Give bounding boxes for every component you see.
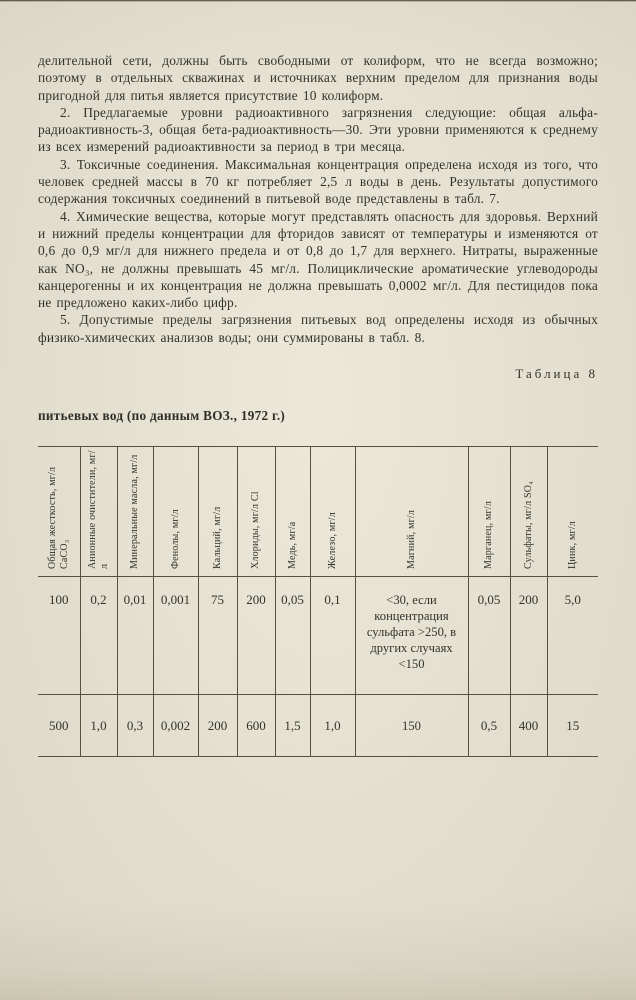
paragraph-4: 4. Химические вещества, которые могут представлять опасность для здоровья. Верхний и нижний пределы концентрации для фторидов зависят от температуры и изменяются от 0,6 до 0,9 мг/л для нижнего предела и от 0,8 до 1,7 для верхнего. Нитраты, выраженные как NO₃, не должны превышать 45 мг/л. Полициклические ароматические углеводороды канцерогенны и их концентрация не должна превышать 0,0002 мг/л. Для пестицидов пока не предложено каких-либо цифр. [38,208,598,311]
table-cell: 0,001 [153,577,198,695]
column-header-5 [198,447,237,577]
paragraph-1: делительной сети, должны быть свободными от колиформ, что не всегда возможно; поэтому в отдельных скважинах и источниках верхним пределом для признания воды пригодной для питья является присутствие 10 колиформ. [38,53,598,103]
table-cell: 200 [198,695,237,757]
table-cell: 200 [510,577,547,695]
table-cell: 200 [237,577,275,695]
table-label: Таблица 8 [515,366,598,382]
column-header-text: Анионные очистители, мг/л [86,450,110,570]
column-header-6 [237,447,275,577]
table-cell: 0,002 [153,695,198,757]
paragraph-block [38,52,598,346]
column-header-text: Фенолы, мг/л [169,509,181,570]
column-header-10 [468,447,510,577]
column-header-text: Хлориды, мг/л Cl [250,491,261,570]
table-cell: 1,5 [275,695,310,757]
table-cell: 400 [510,695,547,757]
table-cell: 600 [237,695,275,757]
table-cell: 0,2 [80,577,117,695]
column-header-text: Минеральные масла, мг/л [129,454,140,570]
table-cell: 150 [355,695,468,757]
table-cell: 0,3 [117,695,153,757]
table-caption: питьевых вод (по данным ВОЗ., 1972 г.) [38,408,286,424]
column-header-8 [310,447,355,577]
column-header-text: Общая жесткость, мг/л CaCO₃ [46,466,70,570]
column-header-text: Медь, мг/а [286,521,298,570]
table-cell: 1,0 [80,695,117,757]
table-cell: 0,05 [468,577,510,695]
page-bottom-edge [0,972,636,1000]
column-header-12 [547,447,598,577]
table-cell: 100 [38,577,80,695]
column-header-text: Магний, мг/л [405,509,417,570]
paragraph-2: 2. Предлагаемые уровни радиоактивного загрязнения следующие: общая альфа-радиоактивность-3, общая бета-радиоактивность—30. Эти уровни применяются к среднему из всех измерений радиоактивности за период в три месяца. [38,104,598,155]
table-row-2 [38,695,598,757]
table-cell: 75 [198,577,237,695]
table-cell: 0,05 [275,577,310,695]
column-header-text: Цинк, мг/л [566,521,578,570]
column-header-11 [510,447,547,577]
column-header-text: Железо, мг/л [326,512,338,570]
table-cell: 1,0 [310,695,355,757]
table-cell: 0,1 [310,577,355,695]
page-content [38,52,598,757]
column-header-1 [38,447,80,577]
table-cell: 0,5 [468,695,510,757]
table-cell: 5,0 [547,577,598,695]
column-header-text: Кальций, мг/л [211,506,223,570]
table-row-1 [38,577,598,695]
column-header-text: Сульфаты, мг/л SO₄ [522,481,534,570]
column-header-4 [153,447,198,577]
table-cell: 0,01 [117,577,153,695]
column-header-text: Марганец, мг/л [483,501,494,570]
column-header-7 [275,447,310,577]
table-cell: <30, если концентрация сульфата >250, в других случаях <150 [355,577,468,695]
page-top-edge [0,0,636,2]
paragraph-3: 3. Токсичные соединения. Максимальная концентрация определена исходя из того, что человек средней массы в 70 кг потребляет 2,5 л воды в день. Результаты допустимого содержания токсичных соединений в питьевой воде представлены в табл. 7. [38,156,598,207]
table-cell: 500 [49,717,69,733]
column-header-3 [117,447,153,577]
column-header-2 [80,447,117,577]
limits-table [38,446,598,757]
column-header-9 [355,447,468,577]
table-cell: 15 [547,695,598,757]
paragraph-5: 5. Допустимые пределы загрязнения питьевых вод определены исходя из обычных физико-химических анализов воды; они суммированы в табл. 8. [38,312,598,345]
